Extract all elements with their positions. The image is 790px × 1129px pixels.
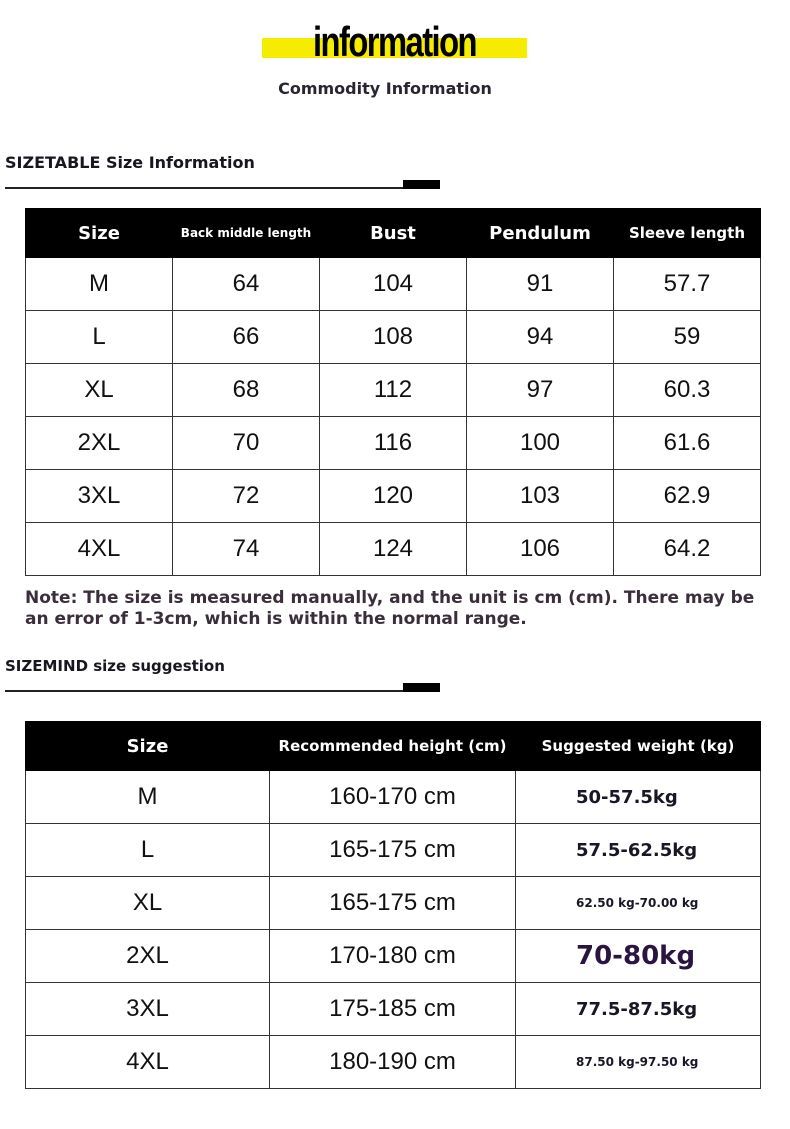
size-section-title: SIZETABLE Size Information <box>5 153 255 172</box>
table-cell: 62.9 <box>614 470 761 523</box>
table-row <box>26 417 761 470</box>
suggestion-section-title: SIZEMIND size suggestion <box>5 657 225 675</box>
table-cell: M <box>26 771 270 824</box>
table-cell: M <box>26 258 173 311</box>
table-cell: 165-175 cm <box>270 824 516 877</box>
column-header: Back middle length <box>173 209 320 258</box>
table-row <box>26 1036 761 1089</box>
column-header: Suggested weight (kg) <box>516 722 761 771</box>
table-cell: 97 <box>467 364 614 417</box>
table-cell: 104 <box>320 258 467 311</box>
column-header: Pendulum <box>467 209 614 258</box>
table-cell: 175-185 cm <box>270 983 516 1036</box>
table-cell: 2XL <box>26 417 173 470</box>
table-cell: 91 <box>467 258 614 311</box>
table-cell: 3XL <box>26 470 173 523</box>
table-cell: 62.50 kg-70.00 kg <box>516 877 761 930</box>
table-cell: 68 <box>173 364 320 417</box>
table-cell: 61.6 <box>614 417 761 470</box>
table-cell: 2XL <box>26 930 270 983</box>
table-row <box>26 311 761 364</box>
measurement-note: Note: The size is measured manually, and the unit is cm (cm). There may be an error of 1-3cm, which is within the normal range. <box>25 588 755 629</box>
table-cell: 106 <box>467 523 614 576</box>
column-header: Size <box>26 722 270 771</box>
table-cell: L <box>26 311 173 364</box>
page-title: information <box>312 18 476 65</box>
banner <box>262 20 527 66</box>
table-cell: 116 <box>320 417 467 470</box>
table-cell: XL <box>26 877 270 930</box>
table-cell: 120 <box>320 470 467 523</box>
table-cell: 74 <box>173 523 320 576</box>
section-divider <box>5 187 405 189</box>
table-cell: 70-80kg <box>516 930 761 983</box>
column-header: Sleeve length <box>614 209 761 258</box>
table-row <box>26 470 761 523</box>
table-cell: 64.2 <box>614 523 761 576</box>
table-row <box>26 930 761 983</box>
table-cell: 60.3 <box>614 364 761 417</box>
table-cell: 108 <box>320 311 467 364</box>
table-row <box>26 877 761 930</box>
table-row <box>26 258 761 311</box>
table-row <box>26 824 761 877</box>
table-cell: 77.5-87.5kg <box>516 983 761 1036</box>
table-cell: 103 <box>467 470 614 523</box>
table-cell: 57.7 <box>614 258 761 311</box>
table-row <box>26 771 761 824</box>
table-cell: L <box>26 824 270 877</box>
table-row <box>26 364 761 417</box>
table-cell: 100 <box>467 417 614 470</box>
table-row <box>26 983 761 1036</box>
size-table <box>25 208 761 576</box>
section-divider-block <box>403 180 440 189</box>
column-header: Bust <box>320 209 467 258</box>
table-cell: 165-175 cm <box>270 877 516 930</box>
table-cell: 160-170 cm <box>270 771 516 824</box>
section-divider <box>5 690 405 692</box>
table-cell: 70 <box>173 417 320 470</box>
column-header: Size <box>26 209 173 258</box>
table-cell: 64 <box>173 258 320 311</box>
table-cell: 50-57.5kg <box>516 771 761 824</box>
table-header-row <box>26 209 761 258</box>
column-header: Recommended height (cm) <box>270 722 516 771</box>
table-cell: 72 <box>173 470 320 523</box>
table-cell: 124 <box>320 523 467 576</box>
section-divider-block <box>403 683 440 692</box>
size-suggestion-table <box>25 721 761 1089</box>
table-cell: 87.50 kg-97.50 kg <box>516 1036 761 1089</box>
table-cell: 180-190 cm <box>270 1036 516 1089</box>
table-cell: XL <box>26 364 173 417</box>
table-cell: 3XL <box>26 983 270 1036</box>
table-cell: 112 <box>320 364 467 417</box>
table-cell: 170-180 cm <box>270 930 516 983</box>
table-row <box>26 523 761 576</box>
page-subtitle: Commodity Information <box>278 79 492 98</box>
table-cell: 94 <box>467 311 614 364</box>
table-cell: 4XL <box>26 523 173 576</box>
table-cell: 4XL <box>26 1036 270 1089</box>
table-header-row <box>26 722 761 771</box>
table-cell: 57.5-62.5kg <box>516 824 761 877</box>
table-cell: 66 <box>173 311 320 364</box>
table-cell: 59 <box>614 311 761 364</box>
